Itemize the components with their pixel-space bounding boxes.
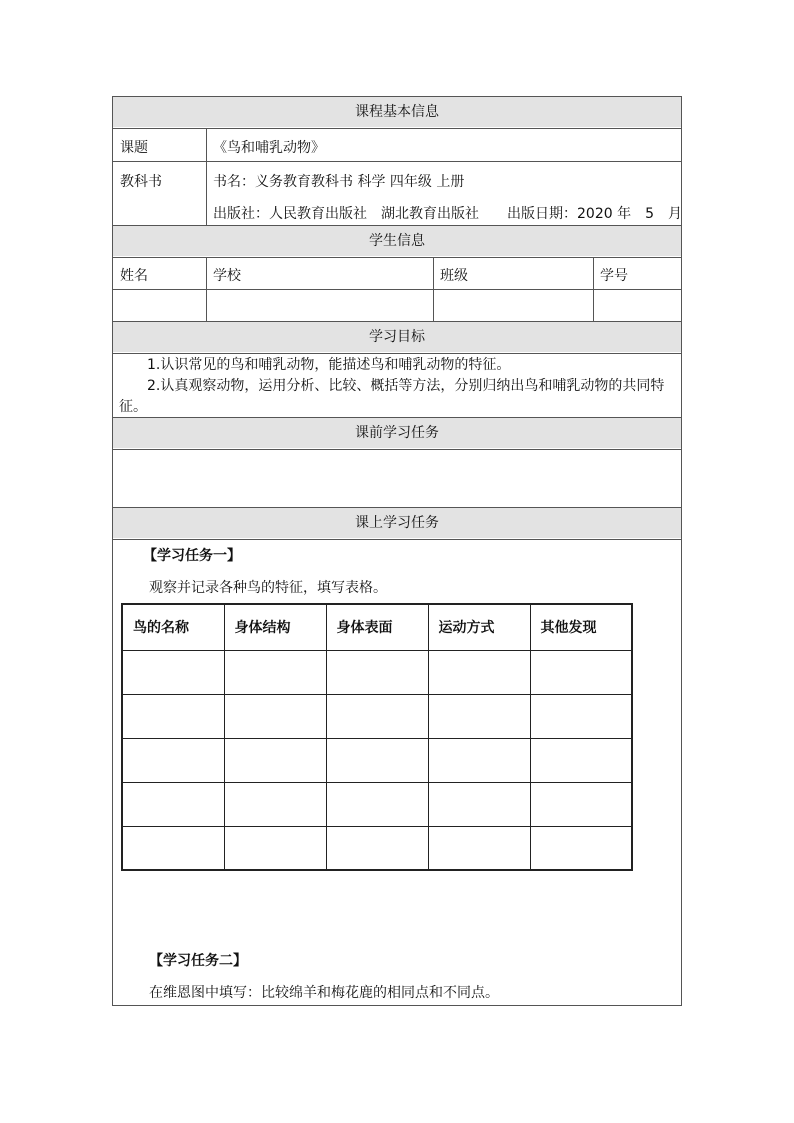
table-cell[interactable] — [428, 782, 530, 826]
objectives-header: 学习目标 — [113, 322, 681, 352]
table-cell[interactable] — [530, 694, 632, 738]
table-row — [122, 826, 632, 870]
table-cell[interactable] — [530, 738, 632, 782]
objective-item-1: 1.认识常见的鸟和哺乳动物，能描述鸟和哺乳动物的特征。 — [119, 357, 511, 373]
table-cell[interactable] — [428, 650, 530, 694]
divider — [113, 539, 681, 540]
table-cell[interactable] — [530, 782, 632, 826]
textbook-label: 教科书 — [120, 174, 162, 190]
table-cell[interactable] — [326, 826, 428, 870]
column-header: 身体结构 — [224, 604, 326, 650]
bird-observation-table — [121, 603, 633, 871]
table-cell[interactable] — [530, 650, 632, 694]
divider — [433, 258, 434, 321]
table-cell[interactable] — [224, 782, 326, 826]
column-header: 运动方式 — [428, 604, 530, 650]
column-header: 身体表面 — [326, 604, 428, 650]
divider — [113, 353, 681, 354]
table-cell[interactable] — [326, 694, 428, 738]
school-label: 学校 — [213, 268, 241, 284]
table-cell[interactable] — [224, 826, 326, 870]
table-cell[interactable] — [428, 738, 530, 782]
table-row — [122, 782, 632, 826]
divider — [206, 258, 207, 321]
course-info-header: 课程基本信息 — [113, 97, 681, 127]
task2-title: 【学习任务二】 — [149, 953, 247, 969]
divider — [113, 289, 681, 290]
textbook-publisher: 出版社：人民教育出版社 湖北教育出版社 出版日期：2020 年 5 月 — [213, 206, 682, 222]
name-label: 姓名 — [120, 268, 148, 284]
table-cell[interactable] — [428, 694, 530, 738]
task2-description: 在维恩图中填写：比较绵羊和梅花鹿的相同点和不同点。 — [149, 985, 499, 1001]
table-header-row — [122, 604, 632, 650]
table-cell[interactable] — [224, 650, 326, 694]
divider — [113, 449, 681, 450]
table-row — [122, 738, 632, 782]
objective-item-2: 2.认真观察动物，运用分析、比较、概括等方法，分别归纳出鸟和哺乳动物的共同特征。 — [119, 378, 665, 415]
table-cell[interactable] — [530, 826, 632, 870]
table-cell[interactable] — [122, 650, 224, 694]
divider — [113, 257, 681, 258]
column-header: 其他发现 — [530, 604, 632, 650]
table-cell[interactable] — [224, 738, 326, 782]
lesson-worksheet — [112, 96, 682, 1006]
table-cell[interactable] — [122, 738, 224, 782]
table-cell[interactable] — [326, 738, 428, 782]
student-info-header: 学生信息 — [113, 226, 681, 256]
topic-label: 课题 — [120, 140, 148, 156]
table-cell[interactable] — [122, 782, 224, 826]
divider — [113, 161, 681, 162]
table-cell[interactable] — [326, 650, 428, 694]
divider — [206, 129, 207, 225]
table-row — [122, 694, 632, 738]
divider — [113, 128, 681, 129]
column-header: 鸟的名称 — [122, 604, 224, 650]
table-row — [122, 650, 632, 694]
table-cell[interactable] — [428, 826, 530, 870]
pre-class-header: 课前学习任务 — [113, 418, 681, 448]
topic-value: 《鸟和哺乳动物》 — [213, 140, 325, 156]
textbook-title: 书名：义务教育教科书 科学 四年级 上册 — [213, 174, 465, 190]
table-cell[interactable] — [122, 694, 224, 738]
task1-title: 【学习任务一】 — [143, 548, 241, 564]
in-class-header: 课上学习任务 — [113, 508, 681, 538]
table-cell[interactable] — [326, 782, 428, 826]
class-label: 班级 — [440, 268, 468, 284]
task1-description: 观察并记录各种鸟的特征，填写表格。 — [149, 580, 387, 596]
table-cell[interactable] — [122, 826, 224, 870]
table-cell[interactable] — [224, 694, 326, 738]
divider — [593, 258, 594, 321]
student-id-label: 学号 — [600, 268, 628, 284]
